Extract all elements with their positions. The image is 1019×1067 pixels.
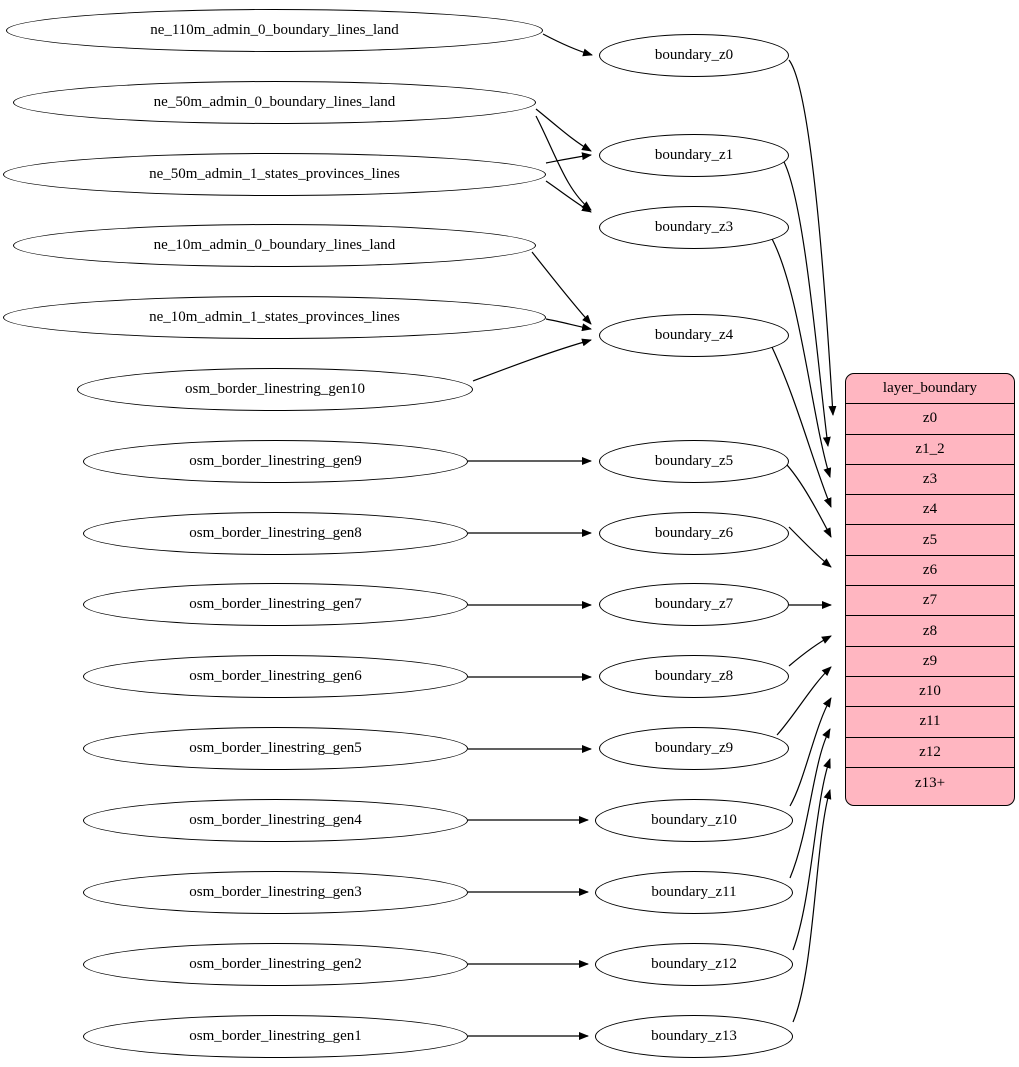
node-label: boundary_z4 <box>654 327 734 343</box>
node-label: boundary_z6 <box>654 525 734 541</box>
node-label: osm_border_linestring_gen2 <box>189 956 362 972</box>
layer-table-row-z5[interactable]: z5 <box>846 525 1014 555</box>
node-label: boundary_z12 <box>651 956 737 972</box>
edge-ne110-to-z0 <box>543 34 592 55</box>
node-label: ne_50m_admin_1_states_provinces_lines <box>149 166 400 182</box>
zoom-node-boundary-z11[interactable] <box>595 871 793 914</box>
node-label: ne_110m_admin_0_boundary_lines_land <box>150 22 399 38</box>
edge-gen10-to-z4 <box>473 340 591 381</box>
node-label: boundary_z10 <box>651 812 737 828</box>
source-node-osm-border-linestring-gen5[interactable] <box>83 727 468 770</box>
node-label: boundary_z9 <box>654 740 734 756</box>
zoom-node-boundary-z10[interactable] <box>595 799 793 842</box>
node-label: osm_border_linestring_gen8 <box>189 525 362 541</box>
zoom-node-boundary-z7[interactable] <box>599 583 789 626</box>
node-label: osm_border_linestring_gen5 <box>189 740 362 756</box>
layer-table-row-z9[interactable]: z9 <box>846 647 1014 677</box>
edge-z12-to-row-z12 <box>793 759 830 950</box>
source-node-osm-border-linestring-gen3[interactable] <box>83 871 468 914</box>
node-label: boundary_z7 <box>654 596 734 612</box>
zoom-node-boundary-z13[interactable] <box>595 1015 793 1058</box>
zoom-node-boundary-z4[interactable] <box>599 314 789 357</box>
source-node-ne-10m-admin-0-boundary-lines-land[interactable] <box>13 224 536 267</box>
layer-table-header: layer_boundary <box>846 374 1014 404</box>
node-label: boundary_z11 <box>651 884 737 900</box>
edge-ne10m1-to-z4 <box>546 319 591 329</box>
source-node-osm-border-linestring-gen2[interactable] <box>83 943 468 986</box>
edge-ne50m1-to-z3 <box>546 181 591 212</box>
layer-table[interactable] <box>845 373 1015 806</box>
layer-table-row-z10[interactable]: z10 <box>846 677 1014 707</box>
source-node-osm-border-linestring-gen10[interactable] <box>77 368 473 411</box>
edge-ne50m0-to-z3 <box>536 116 591 210</box>
node-label: boundary_z3 <box>654 219 734 235</box>
source-node-osm-border-linestring-gen7[interactable] <box>83 583 468 626</box>
edge-z3-to-row-z3 <box>771 237 830 477</box>
layer-table-row-z7[interactable]: z7 <box>846 586 1014 616</box>
node-label: osm_border_linestring_gen10 <box>185 381 365 397</box>
node-label: ne_10m_admin_0_boundary_lines_land <box>153 237 396 253</box>
edge-z8-to-row-z8 <box>789 636 831 666</box>
source-node-osm-border-linestring-gen8[interactable] <box>83 512 468 555</box>
node-label: osm_border_linestring_gen9 <box>189 453 362 469</box>
edge-z0-to-row-z0 <box>789 60 833 415</box>
source-node-ne-10m-admin-1-states-provinces-lines[interactable] <box>3 296 546 339</box>
zoom-node-boundary-z1[interactable] <box>599 134 789 177</box>
layer-table-row-z8[interactable]: z8 <box>846 616 1014 646</box>
zoom-node-boundary-z8[interactable] <box>599 655 789 698</box>
layer-table-row-z11[interactable]: z11 <box>846 707 1014 737</box>
node-label: ne_10m_admin_1_states_provinces_lines <box>149 309 400 325</box>
node-label: osm_border_linestring_gen6 <box>189 668 362 684</box>
source-node-ne-50m-admin-1-states-provinces-lines[interactable] <box>3 153 546 196</box>
edge-z11-to-row-z11 <box>790 729 830 878</box>
layer-table-row-z6[interactable]: z6 <box>846 556 1014 586</box>
edge-ne50m1-to-z1 <box>546 155 591 163</box>
node-label: osm_border_linestring_gen1 <box>189 1028 362 1044</box>
zoom-node-boundary-z3[interactable] <box>599 206 789 249</box>
node-label: osm_border_linestring_gen4 <box>189 812 362 828</box>
edge-z13-to-row-z13 <box>793 790 830 1022</box>
zoom-node-boundary-z12[interactable] <box>595 943 793 986</box>
edge-z1-to-row-z1_2 <box>783 160 828 446</box>
edge-z4-to-row-z4 <box>771 345 831 507</box>
layer-table-row-z12[interactable]: z12 <box>846 738 1014 768</box>
node-label: boundary_z5 <box>654 453 734 469</box>
source-node-ne-110m-admin-0-boundary-lines-land[interactable] <box>6 9 543 52</box>
node-label: boundary_z0 <box>654 47 734 63</box>
edge-ne50m0-to-z1 <box>536 109 591 151</box>
source-node-osm-border-linestring-gen1[interactable] <box>83 1015 468 1058</box>
layer-table-row-z13[interactable]: z13+ <box>914 774 946 791</box>
layer-table-row-z1-2[interactable]: z1_2 <box>846 435 1014 465</box>
zoom-node-boundary-z5[interactable] <box>599 440 789 483</box>
zoom-node-boundary-z9[interactable] <box>599 727 789 770</box>
edge-z6-to-row-z6 <box>789 527 831 567</box>
node-label: ne_50m_admin_0_boundary_lines_land <box>153 94 396 110</box>
node-label: boundary_z1 <box>654 147 734 163</box>
source-node-osm-border-linestring-gen6[interactable] <box>83 655 468 698</box>
source-node-osm-border-linestring-gen9[interactable] <box>83 440 468 483</box>
source-node-ne-50m-admin-0-boundary-lines-land[interactable] <box>13 81 536 124</box>
node-label: boundary_z13 <box>651 1028 737 1044</box>
layer-table-row-z4[interactable]: z4 <box>846 495 1014 525</box>
node-label: osm_border_linestring_gen3 <box>189 884 362 900</box>
zoom-node-boundary-z0[interactable] <box>599 34 789 77</box>
node-label: boundary_z8 <box>654 668 734 684</box>
layer-table-row-z0[interactable]: z0 <box>846 404 1014 434</box>
source-node-osm-border-linestring-gen4[interactable] <box>83 799 468 842</box>
edge-z10-to-row-z10 <box>790 698 831 806</box>
zoom-node-boundary-z6[interactable] <box>599 512 789 555</box>
layer-table-row-z3[interactable]: z3 <box>846 465 1014 495</box>
node-label: osm_border_linestring_gen7 <box>189 596 362 612</box>
